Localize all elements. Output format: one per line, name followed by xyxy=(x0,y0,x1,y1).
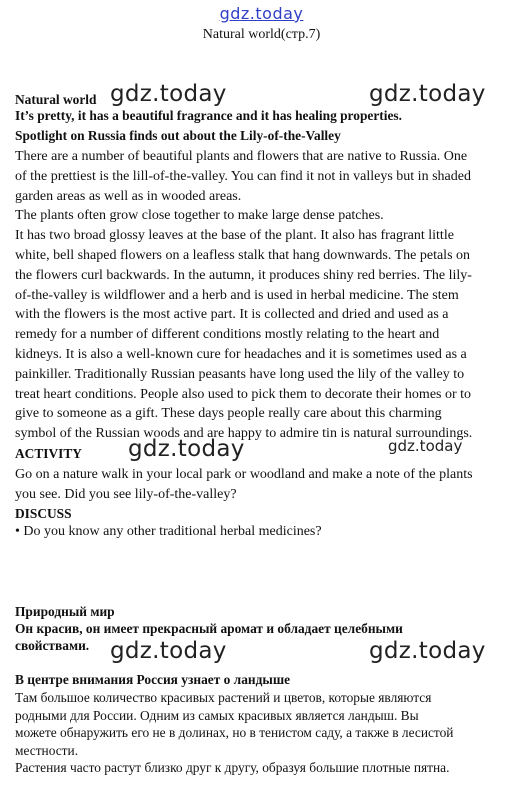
paragraph-line: treat heart conditions. People also used to pick them to decorate their homes or to xyxy=(15,386,472,402)
paragraph-line: remedy for a number of different conditions mostly relating to the heart and xyxy=(15,327,440,343)
english-subtitle-line2: Spotlight on Russia finds out about the Lily-of-the-Valley xyxy=(15,128,341,143)
site-logo[interactable]: gdz.today xyxy=(219,4,304,23)
russian-subtitle-line2: свойствами. xyxy=(15,638,90,653)
russian-spotlight: В центре внимания Россия узнает о ландыше xyxy=(15,672,291,687)
page-subtitle: Natural world(стр.7) xyxy=(202,27,321,42)
watermark: gdz.today xyxy=(128,436,245,462)
paragraph-line: with the flowers is the most active part. It is collected and dried and used as a xyxy=(15,307,449,323)
paragraph-line: Go on a nature walk in your local park or woodland and make a note of the plants xyxy=(15,467,473,482)
paragraph-line: родными для России. Одним из самых красивых является ландыш. Вы xyxy=(15,707,419,723)
paragraph-line: of the prettiest is the lill-of-the-valley. You can find it not in valleys but in shaded xyxy=(15,168,471,184)
paragraph-line: The plants often grow close together to make large dense patches. xyxy=(15,208,384,224)
english-body xyxy=(15,147,472,444)
discuss-item: • Do you know any other traditional herbal medicines? xyxy=(15,524,322,539)
watermark: gdz.today xyxy=(110,638,227,664)
paragraph-line: give to someone as a gift. These days people really care about this charming xyxy=(15,406,442,422)
paragraph-line: white, bell shaped flowers on a leafless stalk that hang downwards. The petals on xyxy=(15,247,471,263)
paragraph-line: you see. Did you see lily-of-the-valley? xyxy=(15,487,237,502)
paragraph-line: There are a number of beautiful plants and flowers that are native to Russia. One xyxy=(15,149,468,164)
paragraph-line: symbol of the Russian woods and are happy to admire tin is natural surroundings. xyxy=(15,426,473,442)
russian-heading: Природный мир xyxy=(15,604,115,619)
paragraph-line: of-the-valley is wildflower and a herb and is used in herbal medicine. The stem xyxy=(15,287,459,303)
activity-heading: ACTIVITY xyxy=(15,446,82,461)
discuss-heading: DISCUSS xyxy=(15,506,72,521)
paragraph-line: можете обнаружить его не в долинах, но в тенистом саду, а также в лесистой xyxy=(15,725,454,741)
russian-body xyxy=(15,689,453,777)
english-heading: Natural world xyxy=(15,92,97,107)
paragraph-line: the flowers curl backwards. In the autumn, it produces shiny red berries. The lily- xyxy=(15,267,472,283)
paragraph-line: It has two broad glossy leaves at the base of the plant. It also has fragrant little xyxy=(15,228,454,244)
watermark: gdz.today xyxy=(388,437,463,455)
english-subtitle-line1: It’s pretty, it has a beautiful fragrance and it has healing properties. xyxy=(15,108,402,123)
paragraph-line: Растения часто растут близко друг к другу, образуя большие плотные пятна. xyxy=(15,760,450,776)
russian-subtitle-line1: Он красив, он имеет прекрасный аромат и обладает целебными xyxy=(15,621,403,636)
paragraph-line: местности. xyxy=(15,742,79,758)
activity-text xyxy=(15,465,473,505)
watermark: gdz.today xyxy=(369,638,486,664)
watermark: gdz.today xyxy=(369,81,486,107)
paragraph-line: painkiller. Traditionally Russian peasants have long used the lily of the valley to xyxy=(15,366,465,382)
paragraph-line: kidneys. It is also a well-known cure for headaches and it is sometimes used as a xyxy=(15,346,467,362)
paragraph-line: Там большое количество красивых растений и цветов, которые являются xyxy=(15,690,432,705)
paragraph-line: garden areas as well as in wooded areas. xyxy=(15,188,242,204)
watermark: gdz.today xyxy=(110,81,227,107)
